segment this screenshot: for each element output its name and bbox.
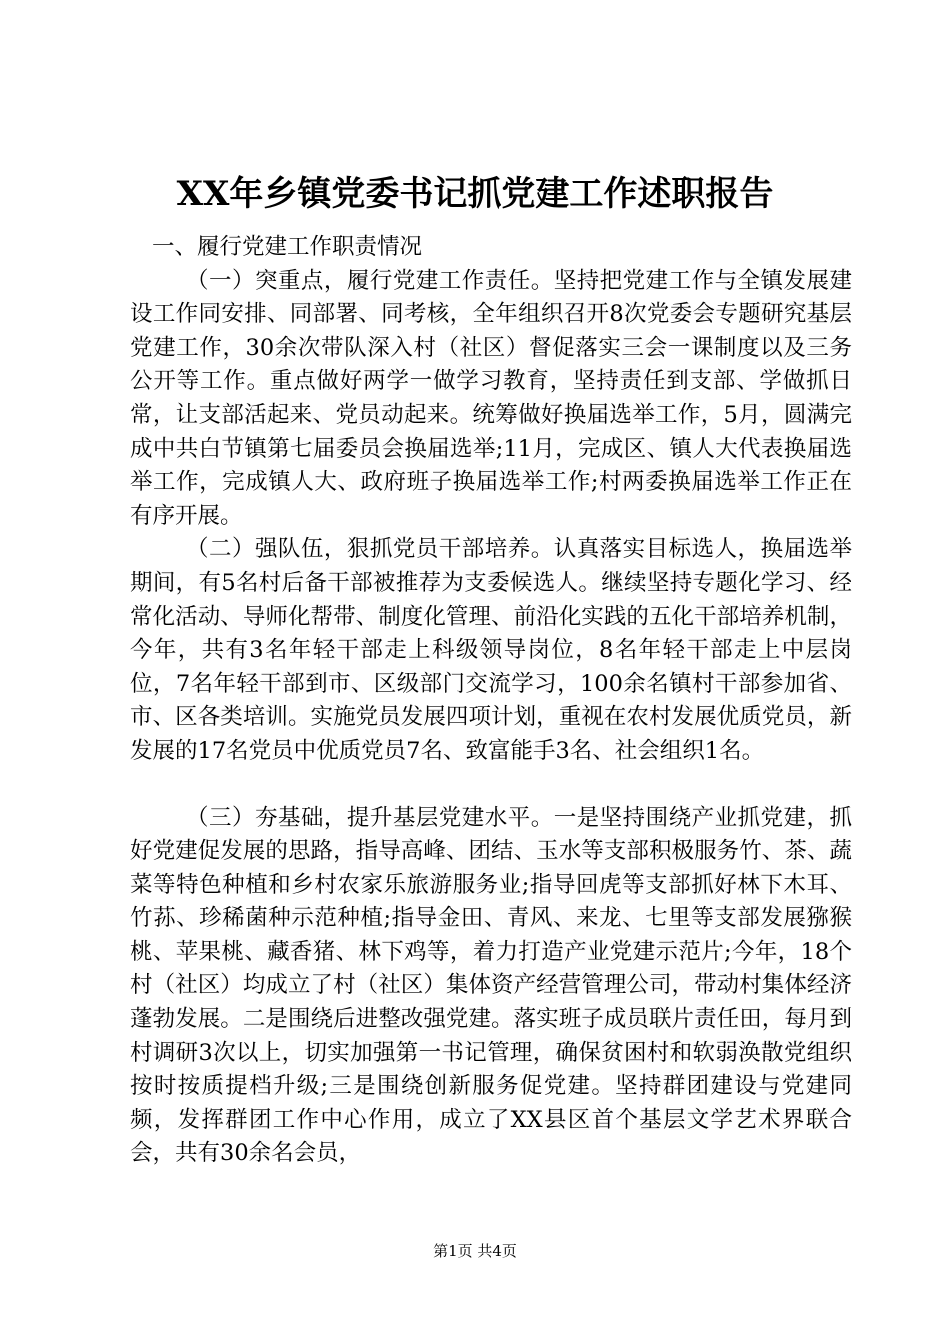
section-heading: 一、履行党建工作职责情况: [152, 234, 423, 260]
paragraph-3: （三）夯基础，提升基层党建水平。一是坚持围绕产业抓党建，抓好党建促发展的思路，指导高峰、团结、玉水等支部积极服务竹、茶、蔬菜等特色种植和乡村农家乐旅游服务业;指导回虎等支部抓好林下木耳、竹荪、珍稀菌种示范种植;指导金田、青风、来龙、七里等支部发展猕猴桃、苹果桃、藏香猪、林下鸡等，着力打造产业党建示范片;今年，18个村（社区）均成立了村（社区）集体资产经营管理公司，带动村集体经济蓬勃发展。二是围绕后进整改强党建。落实班子成员联片责任田，每月到村调研3次以上，切实加强第一书记管理，确保贫困村和软弱涣散党组织按时按质提档升级;三是围绕创新服务促党建。坚持群团建设与党建同频，发挥群团工作中心作用，成立了XX县区首个基层文学艺术界联合会，共有30余名会员，: [130, 804, 852, 1167]
paragraph-2: （二）强队伍，狠抓党员干部培养。认真落实目标选人，换届选举期间，有5名村后备干部被推荐为支委候选人。继续坚持专题化学习、经常化活动、导师化帮带、制度化管理、前沿化实践的五化干部培养机制，今年，共有3名年轻干部走上科级领导岗位，8名年轻干部走上中层岗位，7名年轻干部到市、区级部门交流学习，100余名镇村干部参加省、市、区各类培训。实施党员发展四项计划，重视在农村发展优质党员，新发展的17名党员中优质党员7名、致富能手3名、社会组织1名。: [130, 536, 852, 764]
paragraph-gap: [130, 769, 852, 802]
document-title: XX年乡镇党委书记抓党建工作述职报告: [176, 174, 774, 214]
paragraph-1: （一）突重点，履行党建工作责任。坚持把党建工作与全镇发展建设工作同安排、同部署、同考核，全年组织召开8次党委会专题研究基层党建工作，30余次带队深入村（社区）督促落实三会一课制度以及三务公开等工作。重点做好两学一做学习教育，坚持责任到支部、学做抓日常，让支部活起来、党员动起来。统筹做好换届选举工作，5月，圆满完成中共白节镇第七届委员会换届选举;11月，完成区、镇人大代表换届选举工作，完成镇人大、政府班子换届选举工作;村两委换届选举工作正在有序开展。: [130, 267, 852, 529]
page-indicator: 第1页 共4页: [433, 1242, 517, 1260]
document-body: [130, 231, 852, 1171]
